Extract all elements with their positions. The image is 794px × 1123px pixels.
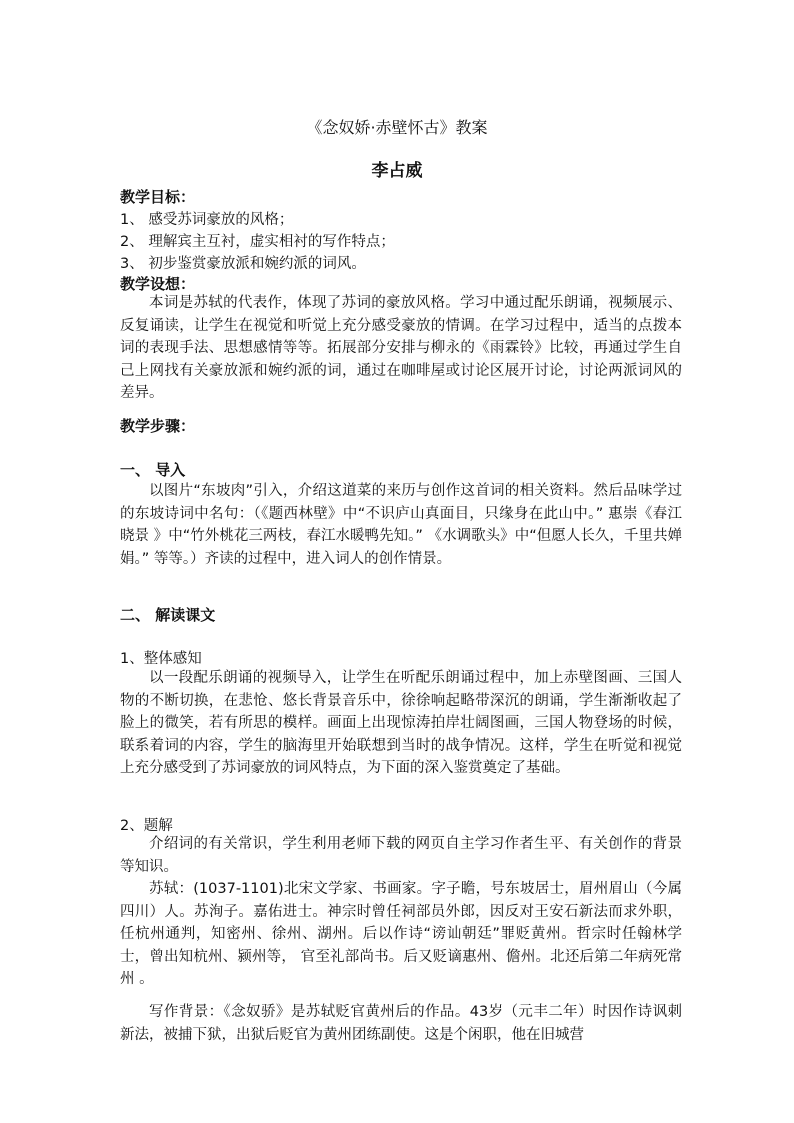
author-bio-paragraph: 苏轼：(1037-1101)北宋文学家、书画家。字子瞻，号东坡居士，眉州眉山（今属四川）人。苏洵子。嘉佑进士。神宗时曾任祠部员外郎，因反对王安石新法而求外职，任杭州通判，知密州、徐州、湖州。后以作诗“谤讪朝廷”罪贬黄州。哲宗时任翰林学士，曾出知杭州、颍州等， 官至礼部尚书。后又贬谪惠州、儋州。北还后第二年病死常州 。 (120, 881, 682, 987)
overview-heading: 1、整体感知 (120, 651, 202, 667)
goal-item-1: 1、 感受苏词豪放的风格； (120, 212, 294, 228)
steps-heading: 教学步骤： (120, 417, 196, 435)
author-name: 李占威 (371, 161, 423, 181)
intro-paragraph: 以图片“东坡肉”引入，介绍这道菜的来历与创作这首词的相关资料。然后品味学过的东坡诗词中名句：（《题西林壁》中“不识庐山真面目，只缘身在此山中。” 惠崇《春江晓景 》中“竹外桃花三两枝，春江水暖鸭先知。” 《水调歌头》中“但愿人长久，千里共婵娟。” 等等。）齐读的过程中，进入词人的创作情景。 (120, 483, 682, 567)
goal-item-3: 3、 初步鉴赏豪放派和婉约派的词风。 (120, 256, 366, 272)
goals-heading: 教学目标： (120, 188, 196, 206)
title-explanation-heading: 2、题解 (120, 818, 173, 834)
goal-item-2: 2、 理解宾主互衬，虚实相衬的写作特点； (120, 234, 395, 250)
document-title: 《念奴娇·赤壁怀古》教案 (306, 118, 488, 137)
background-paragraph: 写作背景：《念奴骄》是苏轼贬官黄州后的作品。43岁（元丰二年）时因作诗讽刺新法，被捕下狱，出狱后贬官为黄州团练副使。这是个闲职，他在旧城营 (120, 1004, 682, 1043)
design-heading: 教学设想： (120, 275, 196, 293)
overview-paragraph: 以一段配乐朗诵的视频导入，让学生在听配乐朗诵过程中，加上赤壁图画、三国人物的不断切换，在悲怆、悠长背景音乐中，徐徐响起略带深沉的朗诵，学生渐渐收起了脸上的微笑，若有所思的模样。画面上出现惊涛拍岸壮阔图画，三国人物登场的时候，联系着词的内容，学生的脑海里开始联想到当时的战争情况。这样，学生在听觉和视觉上充分感受到了苏词豪放的词风特点，为下面的深入鉴赏奠定了基础。 (120, 670, 682, 776)
design-paragraph: 本词是苏轼的代表作，体现了苏词的豪放风格。学习中通过配乐朗诵，视频展示、反复诵读，让学生在视觉和听觉上充分感受豪放的情调。在学习过程中，适当的点拨本词的表现手法、思想感情等等。拓展部分安排与柳永的《雨霖铃》比较，再通过学生自己上网找有关豪放派和婉约派的词，通过在咖啡屋或讨论区展开讨论，讨论两派词风的差异。 (120, 295, 682, 401)
intro-heading: 一、 导入 (120, 461, 186, 479)
title-explanation-paragraph: 介绍词的有关常识，学生利用老师下载的网页自主学习作者生平、有关创作的背景等知识。 (120, 836, 682, 875)
reading-heading: 二、 解读课文 (120, 606, 216, 624)
